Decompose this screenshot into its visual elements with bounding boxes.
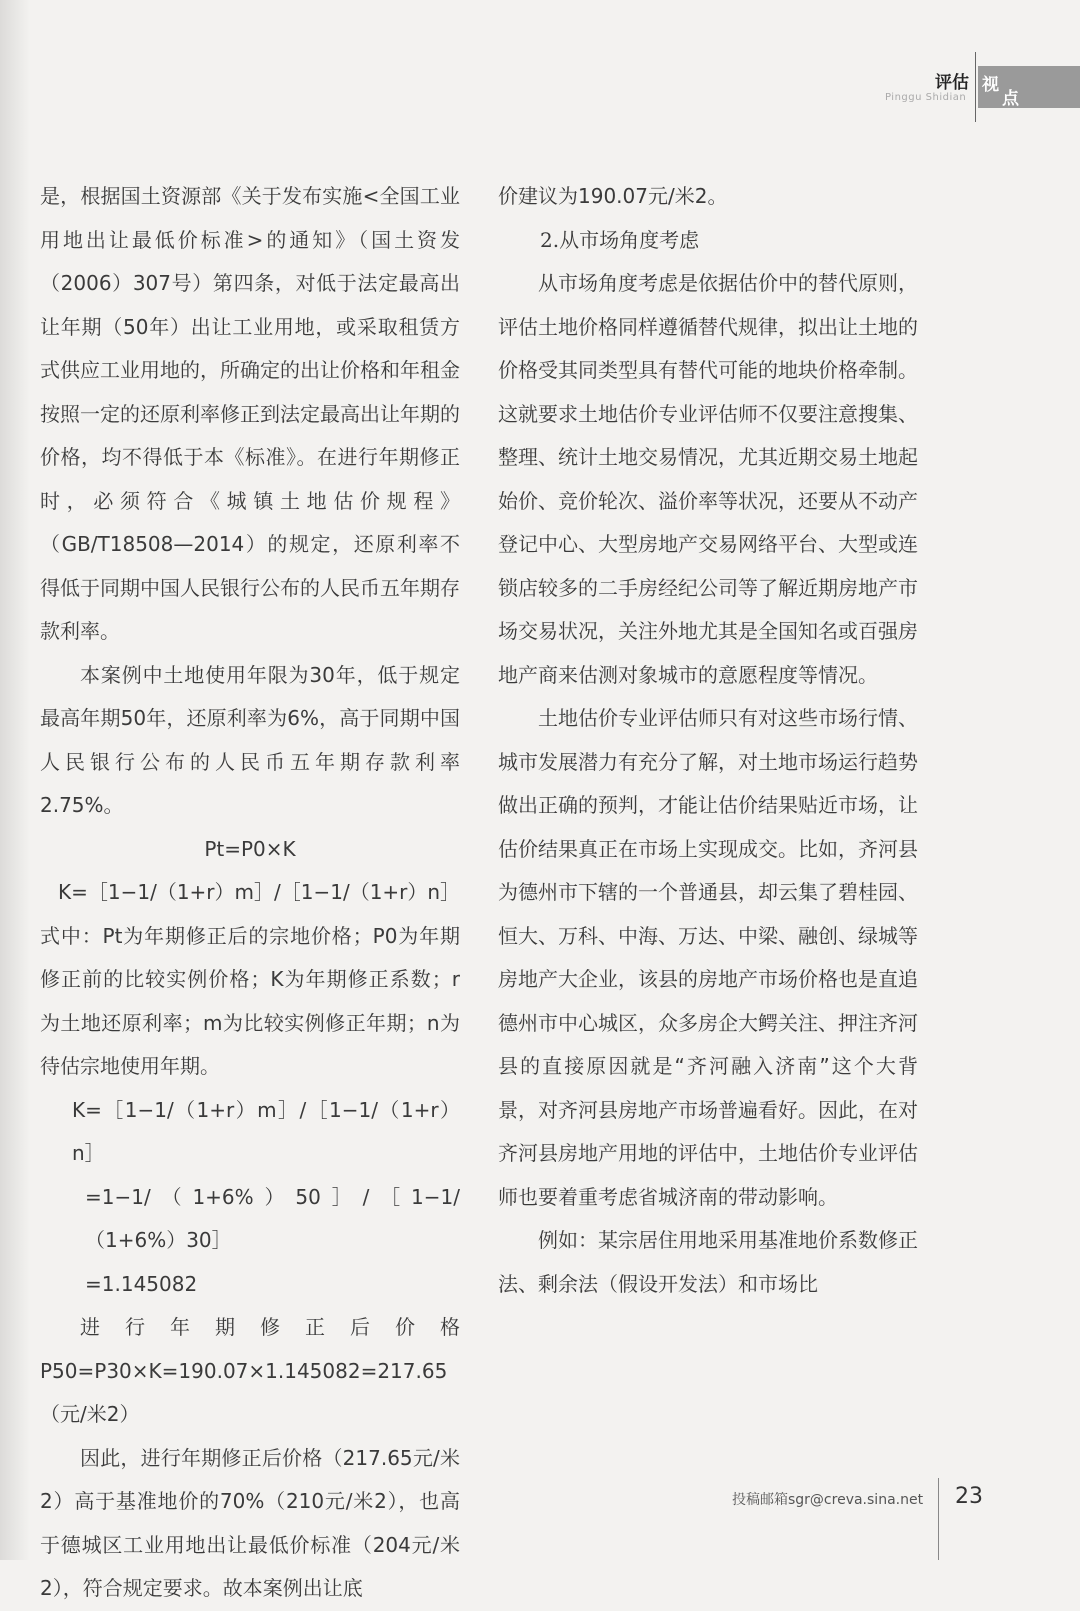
section-title-box-char-2: 点 <box>1002 89 1019 109</box>
formula-k: K=［1−1/（1+r）m］/［1−1/（1+r）n］ <box>58 880 461 904</box>
page-gutter-shade <box>0 0 30 1560</box>
section-heading: 2.从市场角度考虑 <box>540 227 700 252</box>
left-paragraph-3: 式中：Pt为年期修正后的宗地价格；P0为年期修正前的比较实例价格；K为年期修正系数；r为土地还原利率；m为比较实例修正年期；n为待估宗地使用年期。 <box>40 923 460 1078</box>
section-subtitle: Pinggu Shidian <box>885 92 967 103</box>
left-paragraph-5: 因此，进行年期修正后价格（217.65元/米2）高于基准地价的70%（210元/米2），也高于德城区工业用地出让最低价标准（204元/米2），符合规定要求。故本案例出让底 <box>40 1445 460 1600</box>
page-number: 23 <box>955 1484 983 1509</box>
calc-line-1: K=［1−1/（1+r）m］/［1−1/（1+r）n］ <box>72 1097 460 1165</box>
right-paragraph-3: 例如：某宗居住用地采用基准地价系数修正法、剩余法（假设开发法）和市场比 <box>498 1228 918 1296</box>
header-divider <box>975 52 976 122</box>
right-paragraph-2: 土地估价专业评估师只有对这些市场行情、城市发展潜力有充分了解，对土地市场运行趋势做出正确的预判，才能让估价结果贴近市场，让估价结果真正在市场上实现成交。比如，齐河县为德州市下辖的一个普通县，却云集了碧桂园、恒大、万科、中海、万达、中梁、融创、绿城等房地产大企业，该县的房地产市场价格也是直追德州市中心城区，众多房企大鳄关注、押注齐河县的直接原因就是“齐河融入济南”这个大背景，对齐河县房地产市场普遍看好。因此，在对齐河县房地产用地的评估中，土地估价专业评估师也要着重考虑省城济南的带动影响。 <box>498 706 918 1209</box>
formula-pt: Pt=P0×K <box>204 836 296 861</box>
calc-line-2: =1−1/（1+6%）50］/［1−1/（1+6%）30］ <box>85 1184 460 1252</box>
submission-email: 投稿邮箱sgr@creva.sina.net <box>732 1492 924 1508</box>
section-title: 评估 <box>935 73 969 93</box>
left-paragraph-2: 本案例中土地使用年限为30年，低于规定最高年期50年，还原利率为6%，高于同期中国人民银行公布的人民币五年期存款利率2.75%。 <box>40 662 460 817</box>
left-column <box>40 175 460 1611</box>
right-column <box>498 175 918 1306</box>
footer-divider <box>938 1478 939 1560</box>
left-paragraph-4: 进行年期修正后价格P50=P30×K=190.07×1.145082=217.65（元/米2） <box>40 1315 460 1426</box>
right-paragraph-0: 价建议为190.07元/米2。 <box>498 184 728 208</box>
left-paragraph-1: 是，根据国土资源部《关于发布实施<全国工业用地出让最低价标准>的通知》（国土资发（2006）307号）第四条，对低于法定最高出让年期（50年）出让工业用地，或采取租赁方式供应工业用地的，所确定的出让价格和年租金按照一定的还原利率修正到法定最高出让年期的价格，均不得低于本《标准》。在进行年期修正时，必须符合《城镇土地估价规程》（GB/T18508—2014）的规定，还原利率不得低于同期中国人民银行公布的人民币五年期存款利率。 <box>40 184 460 643</box>
calc-line-3: =1.145082 <box>85 1271 198 1296</box>
section-title-box <box>978 66 1080 108</box>
section-title-box-char-1: 视 <box>982 75 999 95</box>
right-paragraph-1: 从市场角度考虑是依据估价中的替代原则，评估土地价格同样遵循替代规律，拟出让土地的价格受其同类型具有替代可能的地块价格牵制。这就要求土地估价专业评估师不仅要注意搜集、整理、统计土地交易情况，尤其近期交易土地起始价、竞价轮次、溢价率等状况，还要从不动产登记中心、大型房地产交易网络平台、大型或连锁店较多的二手房经纪公司等了解近期房地产市场交易状况，关注外地尤其是全国知名或百强房地产商来估测对象城市的意愿程度等情况。 <box>498 271 918 687</box>
